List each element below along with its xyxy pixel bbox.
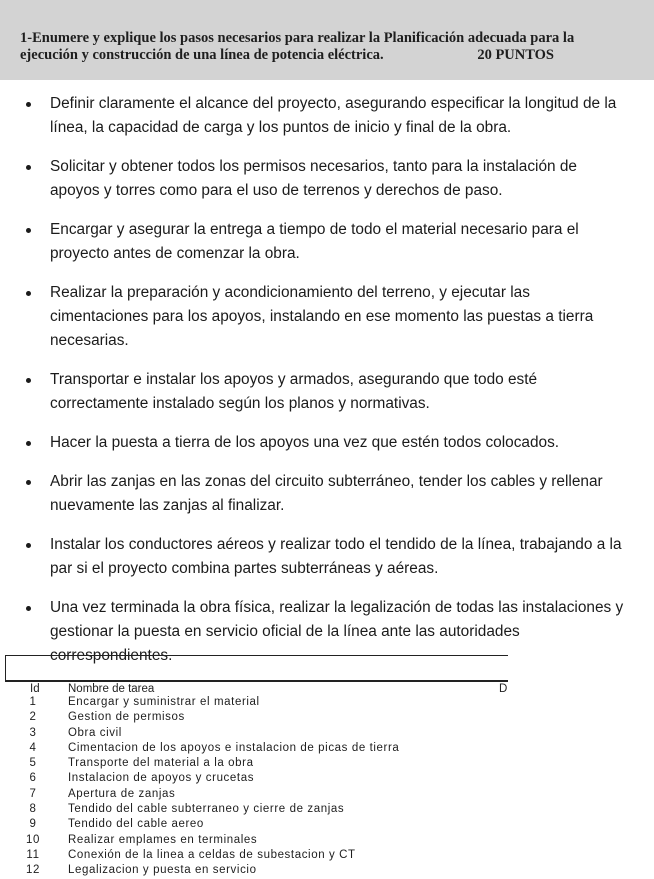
table-row <box>0 710 520 725</box>
table-row <box>0 802 520 817</box>
table-row <box>0 833 520 848</box>
task-name: Tendido del cable aereo <box>68 818 204 831</box>
task-name: Conexión de la linea a celdas de subestacion y CT <box>68 848 356 861</box>
table-row <box>0 848 520 863</box>
task-name: Gestion de permisos <box>68 711 185 724</box>
task-id: 10 <box>26 833 40 846</box>
table-row <box>0 787 520 802</box>
step-item: Encargar y asegurar la entrega a tiempo de todo el material necesario para el proyecto antes de comenzar la obra. <box>0 218 654 266</box>
task-name: Instalacion de apoyos y crucetas <box>68 772 255 785</box>
task-name: Encargar y suministrar el material <box>68 696 260 708</box>
task-id: 11 <box>26 848 40 861</box>
task-id: 7 <box>29 787 37 800</box>
task-table-body <box>0 695 520 879</box>
table-row <box>0 817 520 832</box>
task-id: 6 <box>29 772 37 785</box>
task-id: 5 <box>29 757 37 770</box>
table-row <box>0 726 520 741</box>
step-item: Realizar la preparación y acondicionamiento del terreno, y ejecutar las cimentaciones para los apoyos, instalando en ese momento las puestas a tierra necesarias. <box>0 281 654 353</box>
question-text <box>20 30 630 64</box>
question-line-2: ejecución y construcción de una línea de potencia eléctrica. <box>20 47 384 63</box>
task-name: Apertura de zanjas <box>68 787 176 800</box>
task-id: 4 <box>29 741 37 754</box>
step-item: Instalar los conductores aéreos y realizar todo el tendido de la línea, trabajando a la par si el proyecto combina partes subterráneas y aéreas. <box>0 533 654 581</box>
table-row <box>0 741 520 756</box>
step-item: Abrir las zanjas en las zonas del circuito subterráneo, tender los cables y rellenar nuevamente las zanjas al finalizar. <box>0 470 654 518</box>
header-id: Id <box>30 683 40 695</box>
step-item: Una vez terminada la obra física, realizar la legalización de todas las instalaciones y gestionar la puesta en servicio oficial de la línea ante las autoridades correspondientes. <box>0 596 654 668</box>
task-table-frame <box>5 655 508 682</box>
step-item: Transportar e instalar los apoyos y armados, asegurando que todo esté correctamente instalado según los planos y normativas. <box>0 368 654 416</box>
task-name: Transporte del material a la obra <box>68 757 254 770</box>
header-task-name: Nombre de tarea <box>68 683 155 695</box>
table-row <box>0 756 520 771</box>
task-name: Obra civil <box>68 726 122 739</box>
question-line-1: 1-Enumere y explique los pasos necesarios para realizar la Planificación adecuada para la <box>20 30 575 46</box>
step-item: Hacer la puesta a tierra de los apoyos una vez que estén todos colocados. <box>0 431 654 455</box>
step-item: Solicitar y obtener todos los permisos necesarios, tanto para la instalación de apoyos y torres como para el uso de terrenos y derechos de paso. <box>0 155 654 203</box>
task-name: Realizar emplames en terminales <box>68 833 258 846</box>
task-id: 8 <box>29 803 37 816</box>
steps-list <box>0 92 654 683</box>
task-name: Tendido del cable subterraneo y cierre de zanjas <box>68 803 345 816</box>
step-item: Definir claramente el alcance del proyecto, asegurando especificar la longitud de la línea, la capacidad de carga y los puntos de inicio y final de la obra. <box>0 92 654 140</box>
question-points: 20 PUNTOS <box>477 47 554 63</box>
task-id: 2 <box>29 711 37 724</box>
task-id: 9 <box>29 818 37 831</box>
question-header <box>0 0 654 80</box>
question-line-2-row <box>20 47 630 64</box>
header-d: D <box>499 683 508 695</box>
table-row <box>0 863 520 878</box>
task-name: Legalizacion y puesta en servicio <box>68 864 257 877</box>
task-id: 1 <box>29 696 37 708</box>
task-id: 3 <box>29 726 37 739</box>
table-row <box>0 771 520 786</box>
task-id: 12 <box>26 864 40 877</box>
table-row <box>0 695 520 710</box>
task-name: Cimentacion de los apoyos e instalacion de picas de tierra <box>68 741 400 754</box>
